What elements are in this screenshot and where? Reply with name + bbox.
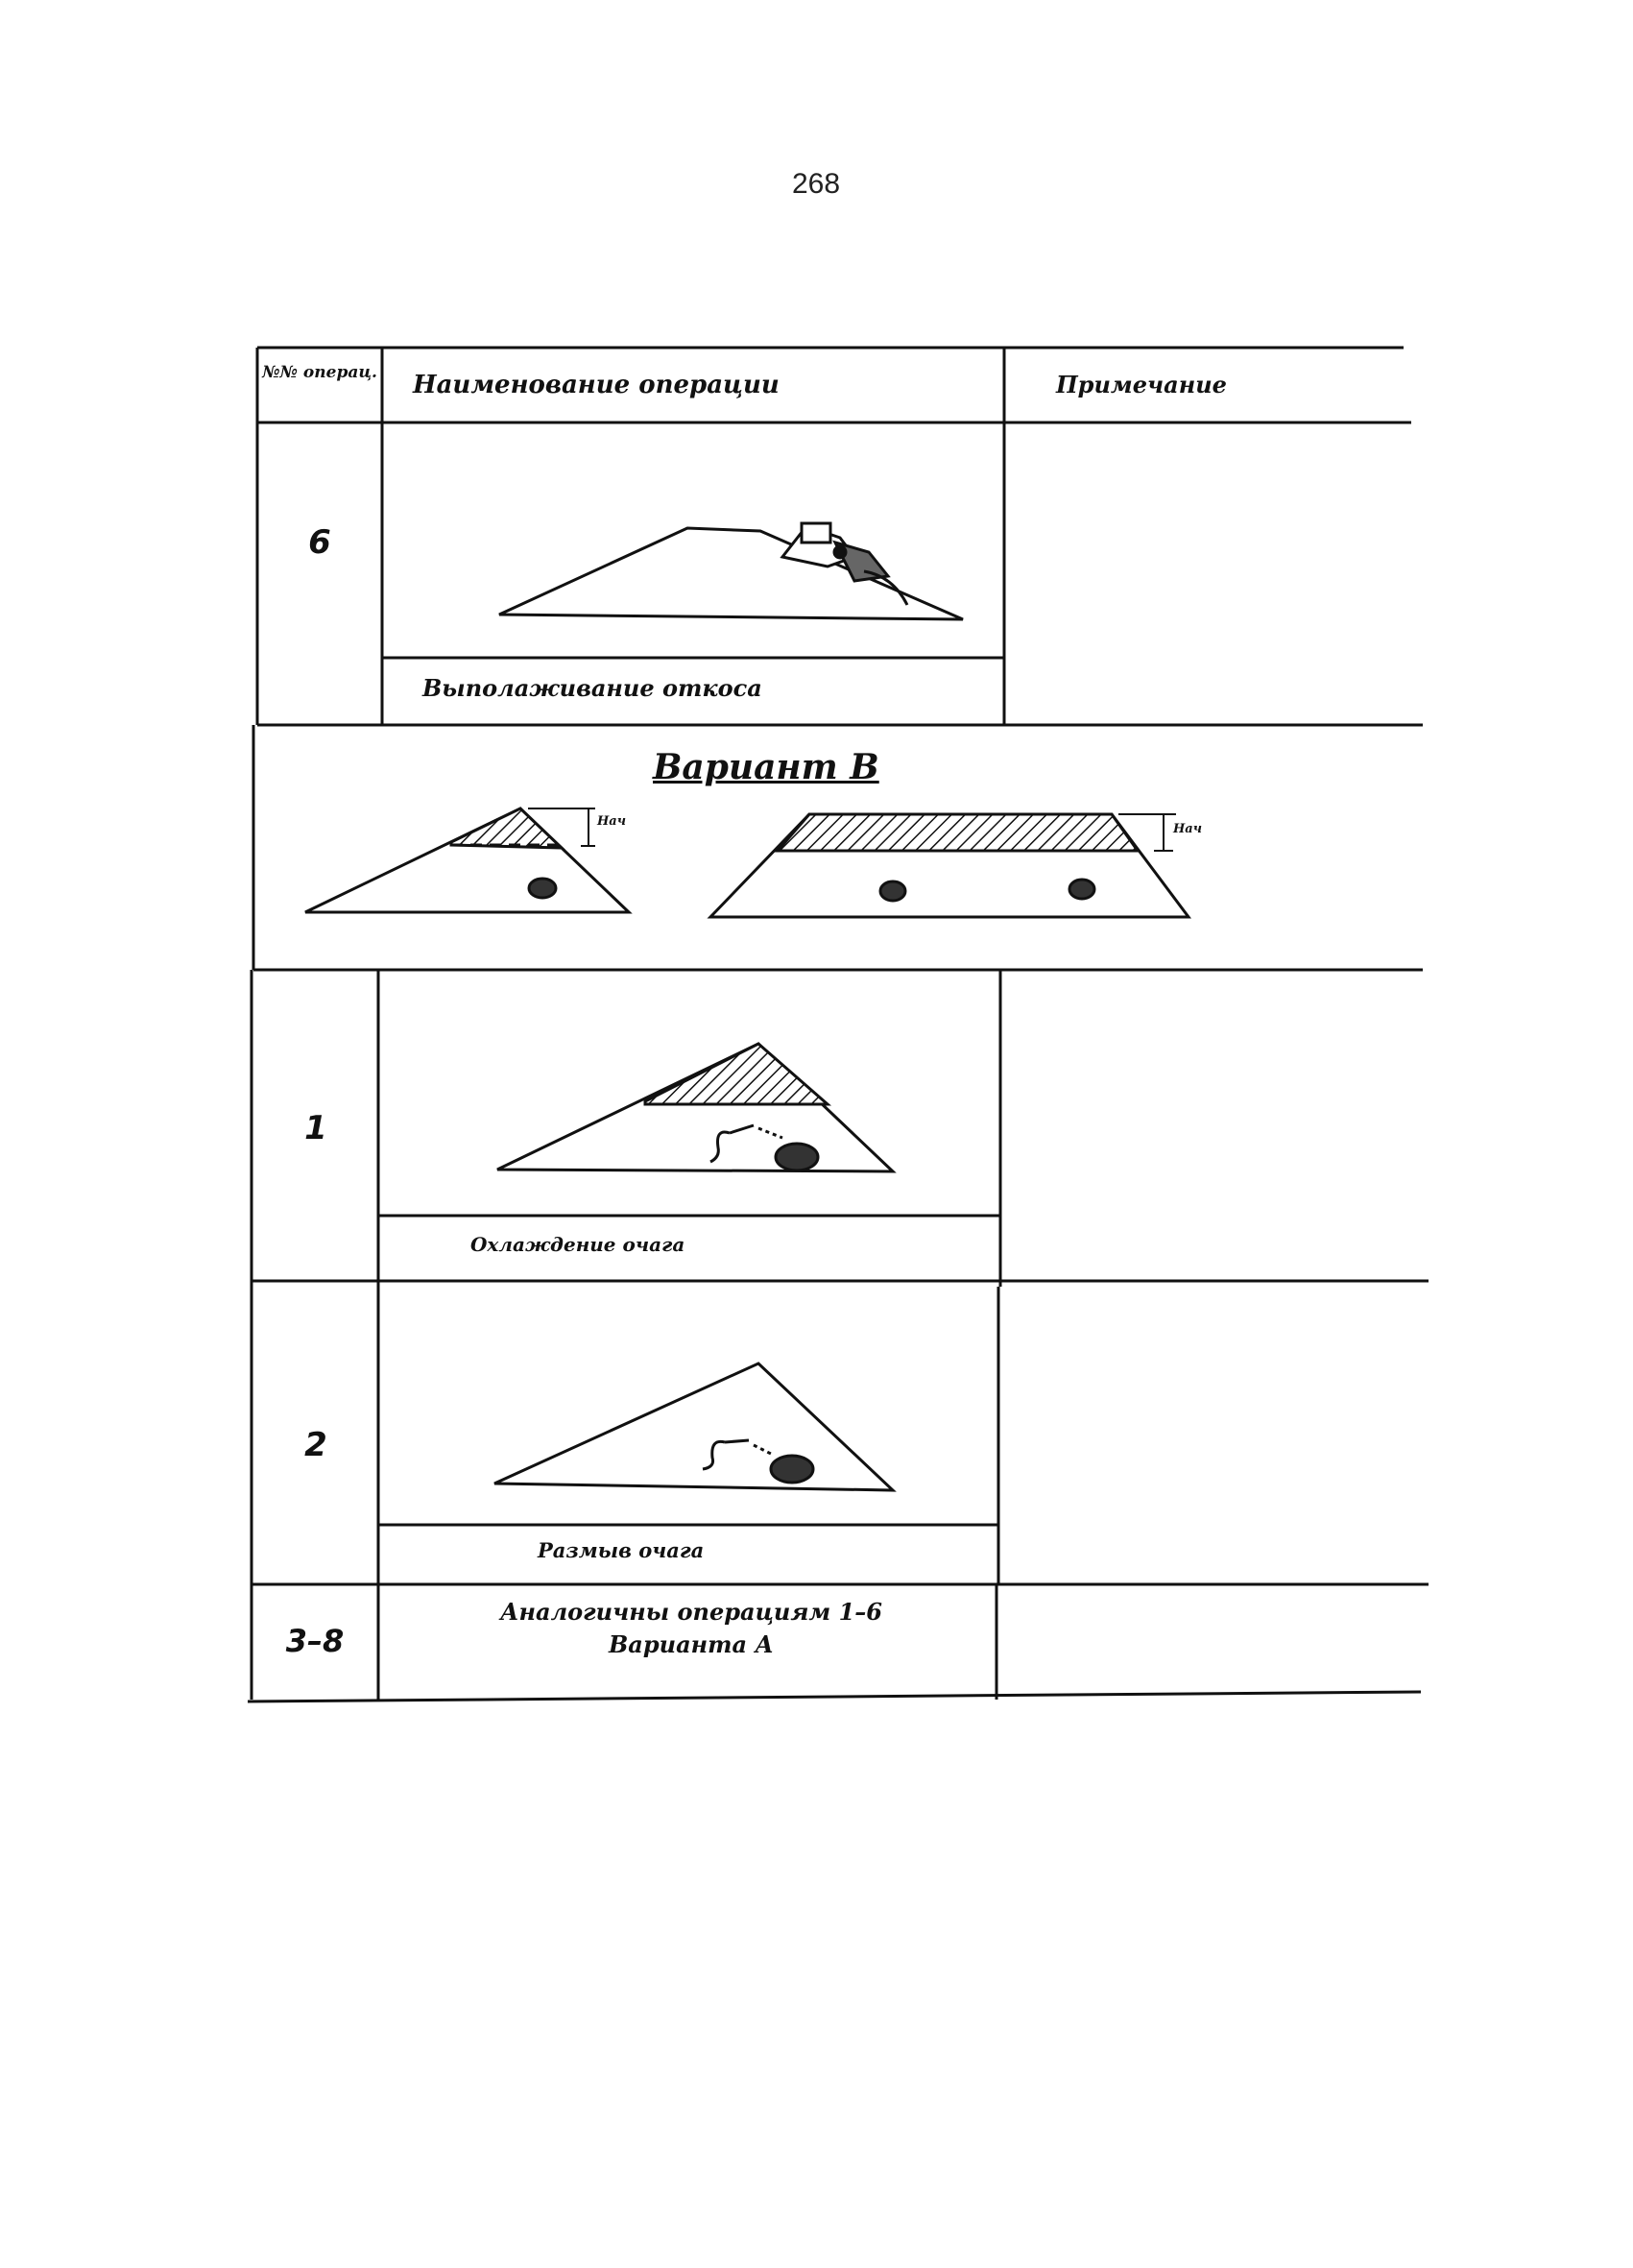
variant-b-right-figure <box>710 814 1189 917</box>
row3-8-caption-line1: Аналогичны операциям 1–6 <box>499 1598 882 1626</box>
page-number: 268 <box>791 168 841 200</box>
row1-caption: Охлаждение очага <box>470 1233 685 1256</box>
row2-number: 2 <box>304 1426 327 1464</box>
variant-b-left-figure <box>305 808 629 912</box>
fire-focus-icon <box>529 879 556 898</box>
header-op-num: №№ операц. <box>262 363 377 382</box>
row6-caption: Выполаживание откоса <box>422 674 762 702</box>
dimension-label-right: Нач <box>1173 822 1202 836</box>
header-op-name: Наименование операции <box>413 371 780 399</box>
fire-focus-icon <box>771 1456 813 1483</box>
row6-number: 6 <box>308 523 331 562</box>
dimension-label-left: Нач <box>597 814 626 829</box>
row1-cooling-figure <box>497 1044 893 1171</box>
fire-focus-icon <box>880 881 905 901</box>
row2-caption: Размыв очага <box>538 1538 705 1562</box>
header-note: Примечание <box>1056 371 1227 398</box>
fire-focus-icon <box>776 1144 818 1170</box>
fire-focus-icon <box>1069 880 1094 899</box>
row2-washout-figure <box>494 1363 893 1490</box>
row1-number: 1 <box>304 1109 327 1147</box>
row6-embankment-figure <box>499 523 963 619</box>
row3-8-number: 3–8 <box>285 1623 345 1659</box>
variant-b-title: Вариант В <box>653 747 879 787</box>
row3-8-caption-line2: Варианта А <box>609 1630 774 1658</box>
